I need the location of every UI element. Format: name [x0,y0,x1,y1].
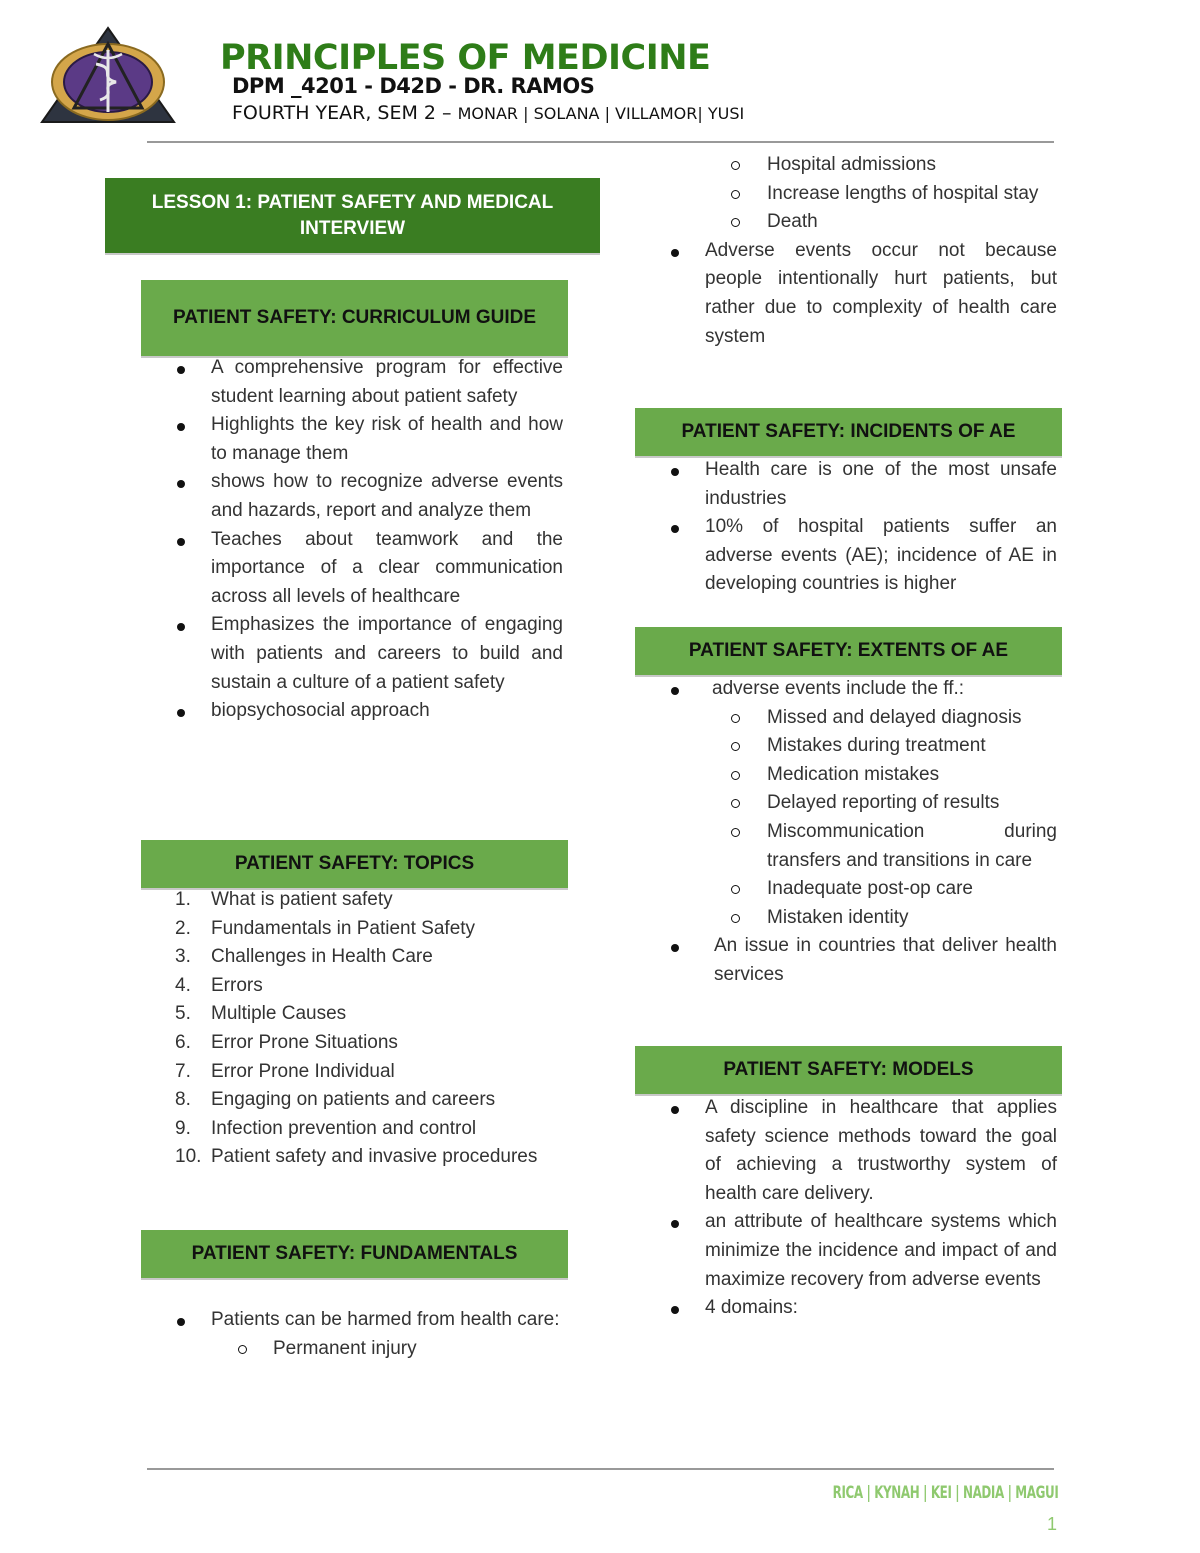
models-list [635,1094,1057,1323]
incidents-block [635,456,1057,599]
document-title: PRINCIPLES OF MEDICINE [220,38,711,78]
list-item: A comprehensive program for effective student learning about patient safety [141,354,563,411]
list-item: A discipline in healthcare that applies safety science methods toward the goal of achieving a trustworthy system of health care delivery. [635,1094,1057,1208]
list-item: Permanent injury [141,1335,563,1364]
list-item: 3. Challenges in Health Care [175,946,433,968]
extents-list [635,675,1057,704]
list-item: Medication mistakes [635,761,1057,790]
footer-names: RICA | KYNAH | KEI | NADIA | MAGUI [832,1483,1058,1503]
list-item: shows how to recognize adverse events and hazards, report and analyze them [141,468,563,525]
harm-sublist [635,151,1057,237]
curriculum-list-block [141,354,563,726]
fundamentals-heading: PATIENT SAFETY: FUNDAMENTALS [141,1230,568,1278]
list-item: 6. Error Prone Situations [175,1031,398,1053]
curriculum-heading: PATIENT SAFETY: CURRICULUM GUIDE [141,280,568,356]
list-item: 10% of hospital patients suffer an adverse events (AE); incidence of AE in developing countries is higher [635,513,1057,599]
fundamentals-list [141,1306,563,1335]
list-item: An issue in countries that deliver health services [635,932,1057,989]
list-item: biopsychosocial approach [141,697,563,726]
fundamentals-sublist [141,1335,563,1364]
author-list: MONAR | SOLANA | VILLAMOR| YUSI [457,104,745,123]
incidents-list [635,456,1057,599]
list-item: 4. Errors [175,974,263,996]
course-code: DPM _4201 - D42D - DR. RAMOS [232,74,595,98]
list-item: 1. What is patient safety [175,889,393,910]
fundamentals-block [141,1306,563,1363]
list-item: Adverse events occur not because people intentionally hurt patients, but rather due to complexity of health care system [635,237,1057,351]
list-item: Mistakes during treatment [635,732,1057,761]
year-semester: FOURTH YEAR, SEM 2 – [232,102,452,124]
page-number: 1 [1046,1514,1057,1534]
list-item: Increase lengths of hospital stay [635,180,1057,209]
year-and-authors [232,102,744,124]
lesson-title: LESSON 1: PATIENT SAFETY AND MEDICAL INTERVIEW [105,178,600,253]
topics-list [141,886,563,1172]
topics-heading: PATIENT SAFETY: TOPICS [141,840,568,888]
list-item: 5. Multiple Causes [175,1003,347,1025]
list-item: Mistaken identity [635,904,1057,933]
incidents-heading: PATIENT SAFETY: INCIDENTS OF AE [635,408,1062,456]
footer-divider [147,1468,1054,1470]
list-item: 10. Patient safety and invasive procedures [175,1146,538,1168]
list-item: 4 domains: [635,1294,1057,1323]
continued-block [635,151,1057,351]
extents-list-2 [635,932,1057,989]
list-item: an attribute of healthcare systems which minimize the incidence and impact of and maximize recovery from adverse events [635,1208,1057,1294]
list-item: adverse events include the ff.: [635,675,1057,704]
models-block [635,1094,1057,1323]
list-item: Delayed reporting of results [635,789,1057,818]
list-item: Hospital admissions [635,151,1057,180]
list-item: 8. Engaging on patients and careers [175,1089,496,1111]
logo-emblem [38,24,178,126]
list-item: Inadequate post-op care [635,875,1057,904]
extents-block [635,675,1057,990]
adverse-events-list [635,237,1057,351]
list-item: 2. Fundamentals in Patient Safety [175,917,476,939]
list-item: Teaches about teamwork and the importance of a clear communication across all levels of healthcare [141,526,563,612]
header-divider [147,141,1054,143]
list-item: 9. Infection prevention and control [175,1117,477,1139]
curriculum-list [141,354,563,726]
list-item: Miscommunication during transfers and transitions in care [635,818,1057,875]
list-item: Patients can be harmed from health care: [141,1306,563,1335]
extents-heading: PATIENT SAFETY: EXTENTS OF AE [635,627,1062,675]
extents-sublist [635,704,1057,933]
list-item: Health care is one of the most unsafe industries [635,456,1057,513]
list-item: Missed and delayed diagnosis [635,704,1057,733]
list-item: Death [635,208,1057,237]
topics-list-block [141,886,563,1172]
list-item: 7. Error Prone Individual [175,1060,395,1082]
models-heading: PATIENT SAFETY: MODELS [635,1046,1062,1094]
list-item: Emphasizes the importance of engaging with patients and careers to build and sustain a culture of a patient safety [141,611,563,697]
list-item: Highlights the key risk of health and how to manage them [141,411,563,468]
